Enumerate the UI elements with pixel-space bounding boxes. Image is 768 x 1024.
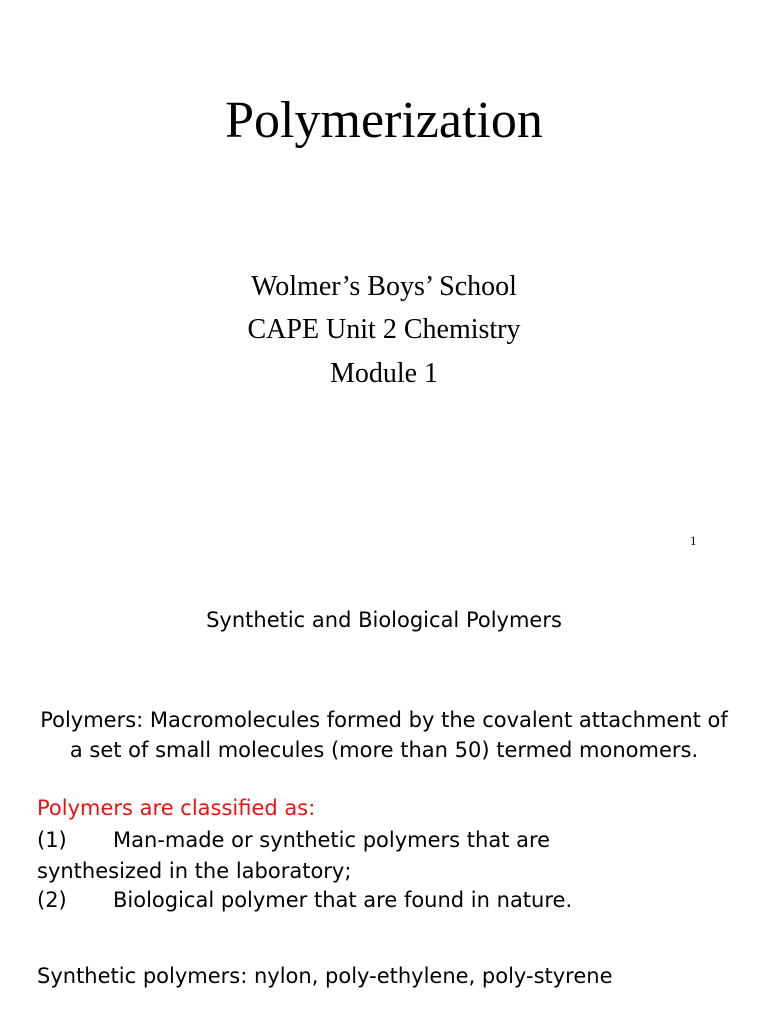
list-number: (2) [37,888,67,912]
list-item-1 [37,825,550,855]
school-name: Wolmer’s Boys’ School [251,271,517,302]
list-number: (1) [37,828,67,852]
course-name: CAPE Unit 2 Chemistry [247,314,521,345]
list-text: Biological polymer that are found in nature. [113,888,573,912]
synthetic-examples: Synthetic polymers: nylon, poly-ethylene, poly-styrene [37,964,613,988]
list-item-1-continued: synthesized in the laboratory; [37,859,352,883]
polymer-definition: Polymers: Macromolecules formed by the covalent attachment of a set of small molecules (more than 50) termed monomers. [40,708,728,762]
page-number: 1 [690,533,697,548]
classified-heading: Polymers are classified as: [37,796,316,820]
list-item-2 [37,885,572,915]
module-name: Module 1 [329,358,439,389]
slide-title: Polymerization [225,92,543,149]
slide2-heading: Synthetic and Biological Polymers [206,608,562,632]
slide-2 [0,560,768,1024]
list-text: Man-made or synthetic polymers that are [113,828,551,852]
